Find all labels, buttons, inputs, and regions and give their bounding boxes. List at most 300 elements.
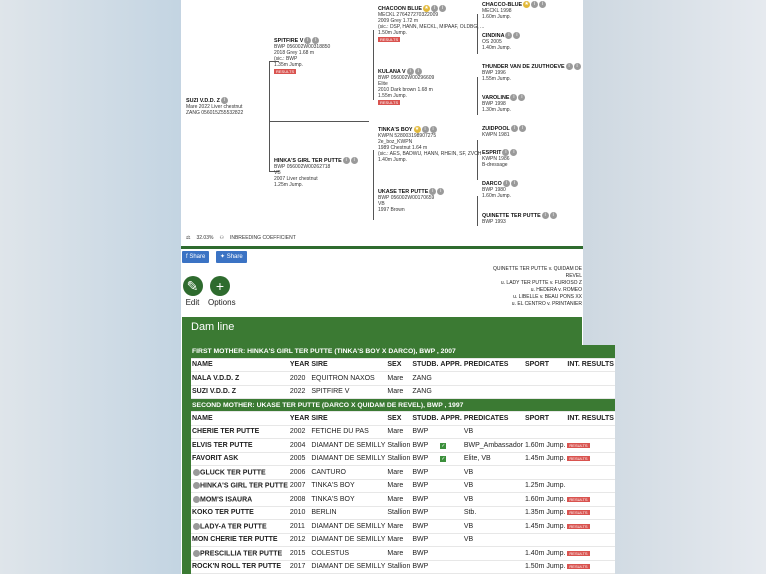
horse-name-link[interactable]: SUZI V.D.D. Z [192, 388, 237, 396]
horse-name[interactable]: TINKA'S BOY [378, 126, 413, 133]
tree-connector [477, 196, 478, 226]
pedigree-node-ukase[interactable] [378, 188, 444, 213]
cell-studbook: BWP [411, 493, 439, 507]
horse-name-link[interactable]: KOKO TER PUTTE [192, 509, 254, 517]
cell-sex: Mare [386, 466, 411, 480]
horse-detail: BWP 056002W00262718 [274, 164, 331, 170]
pedigree-panel [181, 0, 614, 574]
table-row [191, 466, 615, 480]
pedigree-node-spitfire[interactable] [274, 37, 330, 75]
horse-detail: BWP 056002W00318850 [274, 44, 331, 50]
horse-name-link[interactable]: LADY-A TER PUTTE [200, 522, 267, 530]
cell-studbook: BWP [411, 560, 439, 574]
horse-name[interactable]: CINDINA [482, 32, 505, 39]
inbreeding-info [186, 235, 296, 241]
cell-name[interactable] [191, 372, 289, 386]
horse-detail: MECKL 1998 [482, 8, 512, 14]
results-badge[interactable]: RESULTS [569, 456, 588, 462]
horse-name-link[interactable]: CHERIE TER PUTTE [192, 428, 260, 436]
horse-detail: 2e_boz_KWPN [378, 139, 413, 145]
cell-sex: Mare [386, 385, 411, 399]
info-icon[interactable]: i [502, 149, 509, 156]
horse-detail: Elite [378, 81, 388, 87]
cell-int-results [566, 560, 615, 574]
info-icon[interactable] [193, 482, 200, 489]
horse-detail: 1.40m Jump. [482, 45, 511, 51]
sire-line-text [481, 266, 582, 308]
cell-sire[interactable]: DIAMANT DE SEMILLY [310, 533, 386, 547]
pedigree-tree [181, 0, 583, 250]
cell-year: 2011 [289, 520, 310, 534]
cell-studbook: BWP [411, 520, 439, 534]
cell-sport [524, 385, 566, 399]
section-title: SECOND MOTHER: UKASE TER PUTTE (DARCO X QUIDAM DE REVEL), BWP , 1997 [191, 399, 615, 412]
cell-name[interactable] [191, 547, 289, 561]
column-header-studb[interactable]: STUDB. [411, 412, 439, 426]
cell-sex: Mare [386, 533, 411, 547]
table-row [191, 385, 615, 399]
horse-detail: KWPN 1986 [482, 156, 510, 162]
column-header-appr[interactable]: APPR. [439, 412, 462, 426]
inbreeding-value: 32.03% [196, 235, 214, 241]
sire-line: u. HEDERA v. ROMEO [530, 287, 582, 293]
cell-year: 2010 [289, 506, 310, 520]
cell-sire[interactable]: DIAMANT DE SEMILLY [310, 439, 386, 453]
cell-int-results [566, 385, 615, 399]
pedigree-node-hinkas[interactable] [274, 157, 358, 188]
info-icon[interactable]: i [415, 68, 422, 75]
cell-sire[interactable]: EQUITRON NAXOS [310, 372, 386, 386]
info-icon[interactable] [193, 523, 200, 530]
horse-detail: Mare 2022 Liver chestnut [186, 104, 243, 110]
results-badge[interactable]: RESULTS [569, 442, 588, 448]
cell-approved [439, 385, 462, 399]
horse-name-link[interactable]: GLUCK TER PUTTE [200, 468, 266, 476]
column-header-name[interactable]: NAME [191, 358, 289, 372]
table-row [191, 506, 615, 520]
column-header-sport[interactable]: SPORT [524, 412, 566, 426]
info-icon[interactable]: i [539, 1, 546, 8]
column-header-int[interactable]: INT. RESULTS [566, 358, 615, 372]
horse-name-link[interactable]: PRESCILLIA TER PUTTE [200, 549, 283, 557]
cell-int-results [566, 425, 615, 439]
info-icon[interactable]: i [510, 94, 517, 101]
sire-line: u. EL CENTRO v. PRINTANIER [511, 301, 582, 307]
cell-predicates: VB [463, 533, 524, 547]
column-header-name[interactable]: NAME [191, 412, 289, 426]
cell-sport: 1.35m Jump. [524, 506, 566, 520]
section-header [191, 345, 615, 358]
cell-year: 2020 [289, 372, 310, 386]
horse-detail: (sic.: DSP, HANN, MECKL, MIPAAF, OLDBG, ... [378, 24, 485, 30]
horse-name-link[interactable]: ROCK'N ROLL TER PUTTE [192, 563, 282, 571]
cell-sex: Mare [386, 479, 411, 493]
cell-sport [524, 425, 566, 439]
check-icon: ✓ [441, 442, 446, 449]
cell-predicates: VB [463, 466, 524, 480]
horse-detail: OS 2005 [482, 39, 502, 45]
horse-name[interactable]: ZUIDPOOL [482, 125, 510, 132]
cell-approved [439, 372, 462, 386]
cell-sport: 1.45m Jump. [524, 520, 566, 534]
horse-detail: VB [378, 201, 385, 207]
cell-studbook: BWP [411, 439, 439, 453]
facebook-icon: f [186, 254, 190, 260]
results-badge[interactable]: RESULTS [569, 496, 588, 502]
cell-name[interactable] [191, 439, 289, 453]
cell-sire[interactable]: CANTURO [310, 466, 386, 480]
cell-int-results [566, 533, 615, 547]
cell-int-results [566, 372, 615, 386]
cell-name[interactable] [191, 493, 289, 507]
cell-predicates: BWP_Ambassador [463, 439, 524, 453]
cell-sire[interactable]: COLESTUS [310, 547, 386, 561]
horse-detail: BWP 1980 [482, 187, 506, 193]
star-icon: ★ [524, 1, 529, 7]
column-header-year[interactable]: YEAR [289, 412, 310, 426]
horse-name-link[interactable]: ELVIS TER PUTTE [192, 441, 253, 449]
cell-sire[interactable]: DIAMANT DE SEMILLY [310, 452, 386, 466]
horse-name[interactable]: DARCO [482, 180, 502, 187]
info-icon[interactable]: i [429, 188, 436, 195]
cell-year: 2017 [289, 560, 310, 574]
cell-year: 2005 [289, 452, 310, 466]
column-header-sire[interactable]: SIRE [310, 412, 386, 426]
options-label: Options [208, 298, 236, 307]
dam-line-table-wrapper [182, 338, 614, 574]
cell-predicates [463, 560, 524, 574]
share-label: Share [189, 254, 206, 260]
cell-year: 2015 [289, 547, 310, 561]
table-row [191, 452, 615, 466]
cell-approved [439, 560, 462, 574]
cell-sport: 1.40m Jump. [524, 547, 566, 561]
cell-name[interactable] [191, 425, 289, 439]
cell-sire[interactable]: BERLIN [310, 506, 386, 520]
table-row [191, 439, 615, 453]
info-icon[interactable]: i [304, 37, 311, 44]
pedigree-node-chacoon[interactable] [378, 5, 484, 43]
info-icon[interactable]: i [351, 157, 358, 164]
edit-button[interactable] [182, 276, 203, 307]
cell-sire[interactable]: TINKA'S BOY [310, 493, 386, 507]
cell-approved [439, 506, 462, 520]
horse-detail: (sic.: AES, BADWU, HANN, RHEIN, SF, ZVCH [378, 151, 482, 157]
horse-name[interactable]: VAROLINE [482, 94, 510, 101]
sire-line: u. LADY TER PUTTE v. FURIOSO Z [500, 280, 582, 286]
column-header-predicates[interactable]: PREDICATES [463, 412, 524, 426]
tree-connector [373, 30, 374, 100]
horse-name[interactable]: KULANA V [378, 68, 406, 75]
cell-sport [524, 533, 566, 547]
cell-sex: Stallion [386, 439, 411, 453]
results-badge[interactable]: RESULTS [569, 550, 588, 556]
cell-sex: Mare [386, 425, 411, 439]
horse-name-link[interactable]: MON CHERIE TER PUTTE [192, 536, 278, 544]
horse-detail: BWP 056002W00296609 [378, 75, 435, 81]
divider-bar [181, 246, 583, 249]
cell-int-results [566, 520, 615, 534]
info-icon[interactable]: i [505, 32, 512, 39]
horse-name[interactable]: THUNDER VAN DE ZUUTHOEVE [482, 63, 565, 70]
cell-sport: 1.60m Jump. [524, 493, 566, 507]
results-badge[interactable]: RESULTS [569, 523, 588, 529]
info-icon[interactable]: i [574, 63, 581, 70]
info-icon[interactable]: i [519, 125, 526, 132]
info-icon[interactable] [193, 550, 200, 557]
results-badge[interactable]: RESULTS [276, 69, 295, 74]
info-icon[interactable]: i [439, 5, 446, 12]
dam-line-header [182, 317, 582, 338]
horse-name[interactable]: UKASE TER PUTTE [378, 188, 429, 195]
cell-sex: Stallion [386, 506, 411, 520]
horse-detail: 1.30m Jump. [482, 107, 511, 113]
cell-approved [439, 439, 462, 453]
horse-detail: VB [274, 170, 281, 176]
horse-detail: 2018 Grey 1.68 m [274, 50, 315, 56]
facebook-share-button[interactable] [182, 251, 209, 263]
info-icon[interactable]: i [503, 180, 510, 187]
info-icon[interactable]: i [566, 63, 573, 70]
results-badge[interactable]: RESULTS [380, 37, 399, 42]
cell-studbook: ZANG [411, 372, 439, 386]
horse-detail: 1.50m Jump. [378, 30, 407, 36]
column-header-studb[interactable]: STUDB. [411, 358, 439, 372]
results-badge[interactable]: RESULTS [569, 510, 588, 516]
weight-icon: ⚖ [186, 235, 191, 241]
cell-name[interactable] [191, 466, 289, 480]
horse-detail: 1.60m Jump. [482, 14, 511, 20]
cell-sex: Stallion [386, 452, 411, 466]
info-icon[interactable]: i [343, 157, 350, 164]
cell-sex: Mare [386, 372, 411, 386]
table-row [191, 372, 615, 386]
table-row [191, 547, 615, 561]
cell-sport: 1.50m Jump. [524, 560, 566, 574]
cell-name[interactable] [191, 506, 289, 520]
column-header-sex[interactable]: SEX [386, 412, 411, 426]
horse-detail: 1997 Brown [378, 207, 405, 213]
cell-approved [439, 479, 462, 493]
info-icon[interactable] [193, 496, 200, 503]
sire-line: QUINETTE TER PUTTE v. QUIDAM DE REVEL [493, 266, 582, 279]
horse-detail: BWP 1996 [482, 70, 506, 76]
column-header-int[interactable]: INT. RESULTS [566, 412, 615, 426]
horse-detail: 1.40m Jump. [378, 157, 407, 163]
cell-sire[interactable]: TINKA'S BOY [310, 479, 386, 493]
info-icon[interactable]: i [431, 5, 438, 12]
pedigree-node-varoline[interactable] [482, 94, 525, 113]
pedigree-node-esprit[interactable] [482, 149, 517, 168]
cell-name[interactable] [191, 385, 289, 399]
cell-predicates [463, 385, 524, 399]
info-icon[interactable]: i [437, 188, 444, 195]
column-header-sex[interactable]: SEX [386, 358, 411, 372]
edit-label: Edit [185, 298, 200, 307]
cell-predicates [463, 372, 524, 386]
cell-year: 2006 [289, 466, 310, 480]
sire-line: u. LIBELLE v. BEAU PONS XX [513, 294, 582, 300]
cell-name[interactable] [191, 452, 289, 466]
results-badge[interactable]: RESULTS [569, 564, 588, 570]
horse-name[interactable]: SPITFIRE V [274, 37, 304, 44]
cell-sport [524, 372, 566, 386]
horse-detail: KWPN 1981 [482, 132, 510, 138]
cell-sport [524, 466, 566, 480]
cell-name[interactable] [191, 520, 289, 534]
pedigree-node-suzi[interactable] [186, 97, 243, 116]
cell-sport: 1.25m Jump. [524, 479, 566, 493]
cell-approved [439, 425, 462, 439]
cell-predicates: VB [463, 425, 524, 439]
cell-year: 2022 [289, 385, 310, 399]
dam-line-table [191, 345, 615, 574]
column-header-predicates[interactable]: PREDICATES [463, 358, 524, 372]
plus-icon: + [210, 276, 230, 296]
column-header-sire[interactable]: SIRE [310, 358, 386, 372]
info-icon[interactable]: i [430, 126, 437, 133]
cell-int-results [566, 547, 615, 561]
pedigree-node-darco[interactable] [482, 180, 518, 199]
cell-sire[interactable]: SPITFIRE V [310, 385, 386, 399]
table-row [191, 520, 615, 534]
table-row [191, 479, 615, 493]
info-icon[interactable]: i [513, 32, 520, 39]
pencil-icon: ✎ [183, 276, 203, 296]
pedigree-node-chacco[interactable] [482, 1, 546, 20]
cell-int-results [566, 506, 615, 520]
tree-connector [269, 61, 270, 171]
horse-detail: BWP 1998 [482, 101, 506, 107]
column-header-year[interactable]: YEAR [289, 358, 310, 372]
tree-connector [477, 77, 478, 115]
info-icon[interactable]: i [550, 212, 557, 219]
section-header [191, 399, 615, 412]
results-badge[interactable]: RESULTS [380, 100, 399, 105]
cell-studbook: ZANG [411, 385, 439, 399]
cell-approved [439, 533, 462, 547]
horse-name-link[interactable]: NALA V.D.D. Z [192, 374, 240, 382]
cell-year: 2004 [289, 439, 310, 453]
pedigree-node-thunder[interactable] [482, 63, 581, 82]
cell-studbook: BWP [411, 466, 439, 480]
pedigree-node-zuidpool[interactable] [482, 125, 526, 138]
cell-sire[interactable]: DIAMANT DE SEMILLY [310, 520, 386, 534]
horse-detail: B-dressage [482, 162, 508, 168]
info-icon[interactable]: i [221, 97, 228, 104]
tree-icon: ⚇ [219, 235, 224, 241]
tree-connector [269, 121, 369, 122]
cell-year: 2007 [289, 479, 310, 493]
info-icon[interactable]: i [407, 68, 414, 75]
info-icon[interactable]: i [542, 212, 549, 219]
info-icon[interactable]: i [531, 1, 538, 8]
info-icon[interactable]: i [511, 180, 518, 187]
twitter-share-button[interactable] [216, 251, 247, 263]
horse-detail: 1.55m Jump. [482, 76, 511, 82]
cell-studbook: BWP [411, 547, 439, 561]
horse-name[interactable]: HINKA'S GIRL TER PUTTE [274, 157, 342, 164]
horse-detail: ZANG 056015Z55532822 [186, 110, 244, 116]
horse-detail: 2007 Liver chestnut [274, 176, 318, 182]
horse-name[interactable]: SUZI V.D.D. Z [186, 97, 220, 104]
section-title: FIRST MOTHER: HINKA'S GIRL TER PUTTE (TINKA'S BOY X DARCO), BWP , 2007 [191, 345, 615, 358]
options-button[interactable] [208, 276, 236, 307]
cell-int-results [566, 452, 615, 466]
horse-name-link[interactable]: HINKA'S GIRL TER PUTTE [200, 482, 288, 490]
cell-approved [439, 547, 462, 561]
cell-predicates [463, 547, 524, 561]
horse-name-link[interactable]: MOM'S ISAURA [200, 495, 253, 503]
horse-detail: 1.35m Jump. [274, 62, 303, 68]
horse-name[interactable]: CHACCO-BLUE [482, 1, 523, 8]
cell-sex: Stallion [386, 560, 411, 574]
horse-detail: 1.55m Jump. [378, 93, 407, 99]
cell-predicates: Stb. [463, 506, 524, 520]
info-icon[interactable]: i [518, 94, 525, 101]
cell-name[interactable] [191, 533, 289, 547]
table-row [191, 425, 615, 439]
horse-name-link[interactable]: FAVORIT ASK [192, 455, 239, 463]
cell-approved [439, 452, 462, 466]
pedigree-node-kulana[interactable] [378, 68, 434, 106]
horse-detail: KWPN 528003198907275 [378, 133, 437, 139]
table-row [191, 493, 615, 507]
horse-name[interactable]: QUINETTE TER PUTTE [482, 212, 541, 219]
info-icon[interactable]: i [422, 126, 429, 133]
cell-name[interactable] [191, 560, 289, 574]
horse-detail: 2009 Grey 1.72 m [378, 18, 419, 24]
info-icon[interactable]: i [312, 37, 319, 44]
cell-studbook: BWP [411, 452, 439, 466]
share-label: Share [226, 254, 243, 260]
cell-year: 2012 [289, 533, 310, 547]
info-icon[interactable] [193, 469, 200, 476]
info-icon[interactable]: i [510, 149, 517, 156]
pedigree-node-quinette[interactable] [482, 212, 557, 225]
cell-year: 2002 [289, 425, 310, 439]
check-icon: ✓ [441, 456, 446, 463]
pedigree-node-cindina[interactable] [482, 32, 520, 51]
cell-predicates: VB [463, 520, 524, 534]
info-icon[interactable]: i [511, 125, 518, 132]
cell-sire[interactable]: DIAMANT DE SEMILLY [310, 560, 386, 574]
column-header-row [191, 358, 615, 372]
horse-detail: 1.60m Jump. [482, 193, 511, 199]
cell-sex: Mare [386, 493, 411, 507]
column-header-appr[interactable]: APPR. [439, 358, 462, 372]
cell-predicates: Elite, VB [463, 452, 524, 466]
table-row [191, 560, 615, 574]
cell-sex: Mare [386, 547, 411, 561]
tree-connector [373, 150, 374, 220]
horse-name[interactable]: ESPRIT [482, 149, 502, 156]
cell-sport: 1.60m Jump. [524, 439, 566, 453]
horse-name[interactable]: CHACOON BLUE [378, 5, 423, 12]
horse-detail: MECKL 276427270322009 [378, 12, 439, 18]
cell-name[interactable] [191, 479, 289, 493]
column-header-sport[interactable]: SPORT [524, 358, 566, 372]
pedigree-node-tinkas[interactable] [378, 126, 481, 163]
dam-line-title: Dam line [191, 321, 235, 333]
cell-predicates: VB [463, 493, 524, 507]
cell-sire[interactable]: FETICHE DU PAS [310, 425, 386, 439]
cell-year: 2008 [289, 493, 310, 507]
horse-detail: 1989 Chestnut 1.64 m [378, 145, 428, 151]
cell-studbook: BWP [411, 506, 439, 520]
cell-sport: 1.45m Jump. [524, 452, 566, 466]
cell-int-results [566, 466, 615, 480]
